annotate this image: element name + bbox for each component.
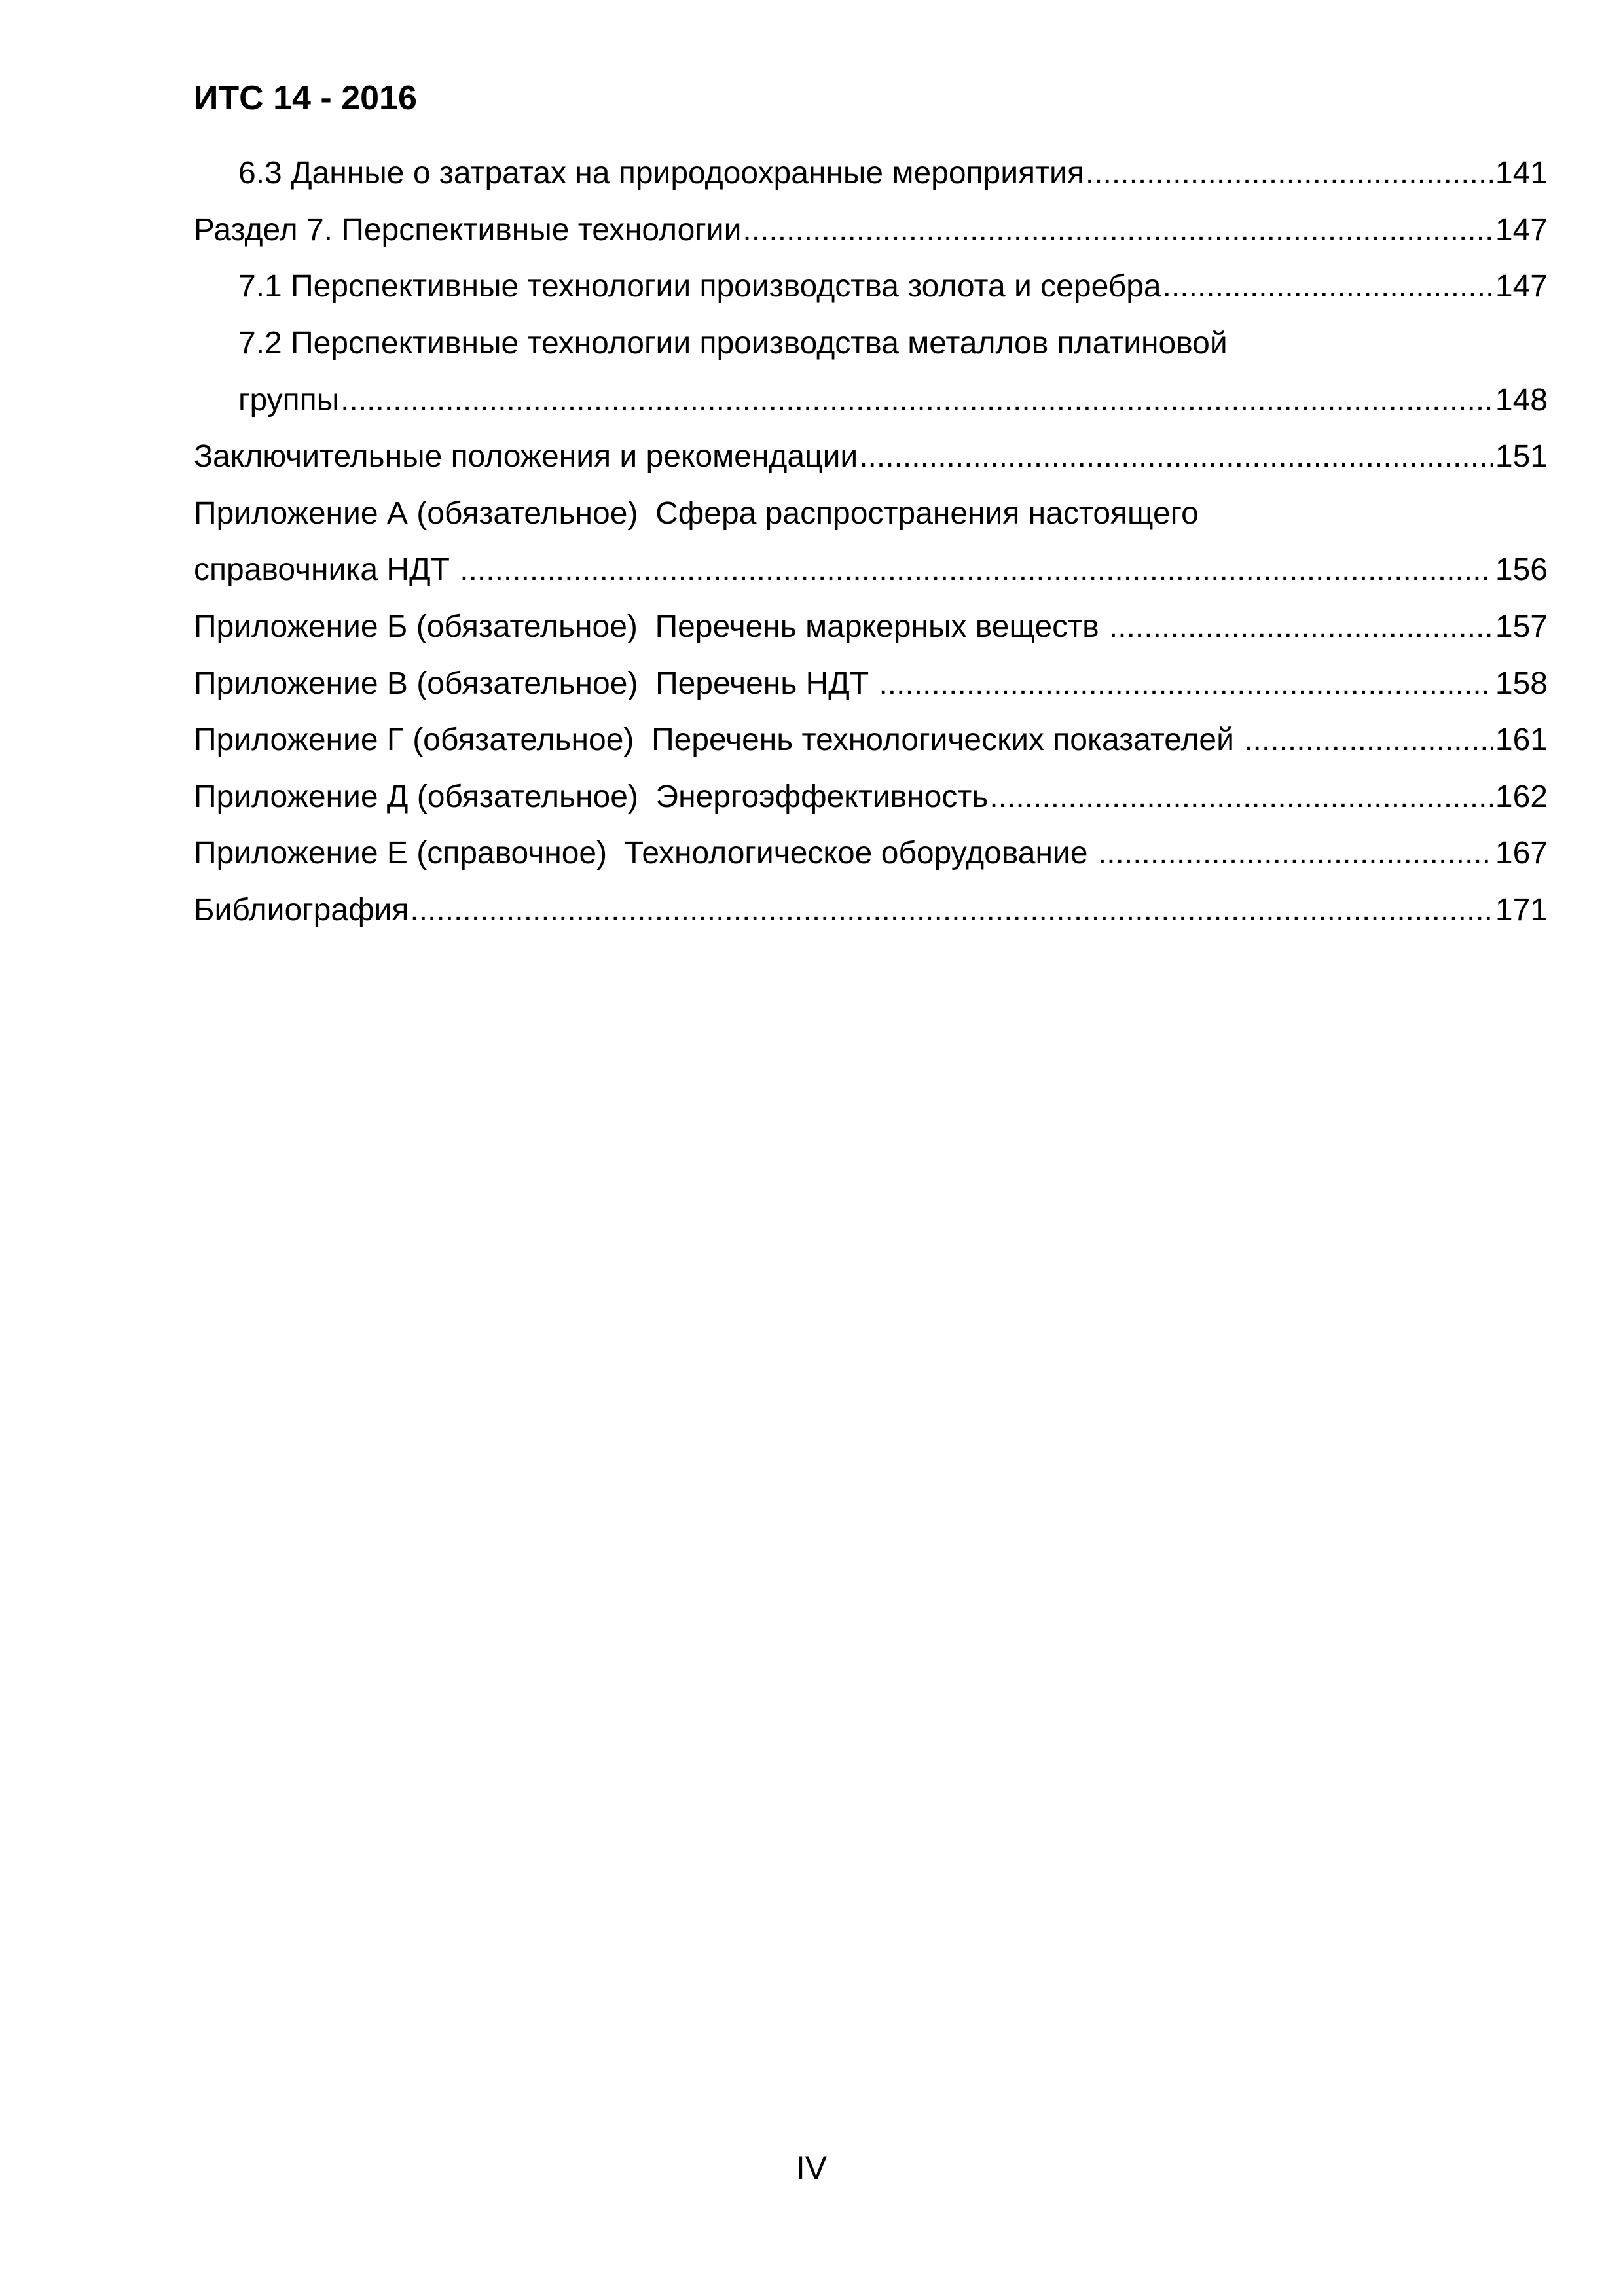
toc-entry-title: Раздел 7. Перспективные технологии — [194, 212, 742, 247]
toc-entry-page: 147 — [1495, 269, 1548, 304]
toc-entry-7-1[interactable] — [194, 259, 1548, 315]
toc-entry-appendix-a-line2[interactable] — [194, 542, 1548, 599]
document-header: ИТС 14 - 2016 — [194, 79, 417, 117]
table-of-contents — [194, 145, 1548, 939]
toc-entry-title: Приложение Д (обязательное) Энергоэффективность — [194, 779, 989, 814]
dot-leader — [989, 778, 1493, 817]
toc-entry-title: Заключительные положения и рекомендации — [194, 439, 858, 475]
dot-leader — [460, 550, 1493, 590]
toc-entry-page: 167 — [1495, 836, 1548, 871]
dot-leader — [859, 437, 1493, 476]
toc-entry-title: Приложение Г (обязательное) Перечень технологических показателей — [194, 723, 1243, 758]
dot-leader — [1085, 154, 1493, 193]
toc-entry-page: 148 — [1495, 382, 1548, 418]
toc-entry-appendix-b[interactable] — [194, 599, 1548, 656]
toc-entry-page: 156 — [1495, 552, 1548, 588]
toc-entry-page: 147 — [1495, 212, 1548, 247]
toc-entry-appendix-e[interactable] — [194, 825, 1548, 882]
toc-entry-title: Приложение Б (обязательное) Перечень маркерных веществ — [194, 609, 1108, 645]
dot-leader — [1109, 607, 1493, 647]
toc-entry-conclusions[interactable] — [194, 429, 1548, 486]
toc-entry-appendix-a-line1[interactable] — [194, 486, 1548, 543]
toc-entry-title: Приложение В (обязательное) Перечень НДТ — [194, 666, 878, 701]
toc-entry-section-7[interactable] — [194, 202, 1548, 259]
toc-entry-page: 141 — [1495, 156, 1548, 191]
toc-entry-title: Библиография — [194, 893, 409, 928]
toc-entry-appendix-g[interactable] — [194, 712, 1548, 769]
toc-entry-6-3[interactable] — [194, 145, 1548, 202]
dot-leader — [410, 891, 1493, 930]
dot-leader — [879, 664, 1492, 704]
toc-entry-7-2-line2[interactable] — [194, 372, 1548, 429]
toc-entry-page: 171 — [1495, 893, 1548, 928]
toc-entry-appendix-d[interactable] — [194, 769, 1548, 826]
dot-leader — [340, 381, 1493, 420]
toc-entry-title: 7.1 Перспективные технологии производства золота и серебра — [238, 269, 1161, 304]
toc-entry-title-continuation: справочника НДТ — [194, 552, 459, 588]
toc-entry-title: Приложение Е (справочное) Технологическое оборудование — [194, 836, 1097, 871]
toc-entry-appendix-v[interactable] — [194, 655, 1548, 712]
toc-entry-title: 6.3 Данные о затратах на природоохранные мероприятия — [238, 156, 1084, 191]
dot-leader — [742, 211, 1492, 250]
dot-leader — [1098, 834, 1493, 873]
toc-entry-title: Приложение А (обязательное) Сфера распространения настоящего — [194, 495, 1199, 531]
toc-entry-page: 151 — [1495, 439, 1548, 475]
toc-entry-page: 162 — [1495, 779, 1548, 814]
toc-entry-page: 161 — [1495, 723, 1548, 758]
toc-entry-page: 158 — [1495, 666, 1548, 701]
toc-entry-page: 157 — [1495, 609, 1548, 645]
toc-entry-title: 7.2 Перспективные технологии производства металлов платиновой — [238, 326, 1228, 361]
toc-entry-bibliography[interactable] — [194, 882, 1548, 939]
toc-entry-title-continuation: группы — [238, 382, 340, 418]
page-number: IV — [795, 2149, 828, 2186]
dot-leader — [1163, 267, 1493, 306]
dot-leader — [1244, 721, 1493, 760]
toc-entry-7-2-line1[interactable] — [194, 315, 1548, 372]
